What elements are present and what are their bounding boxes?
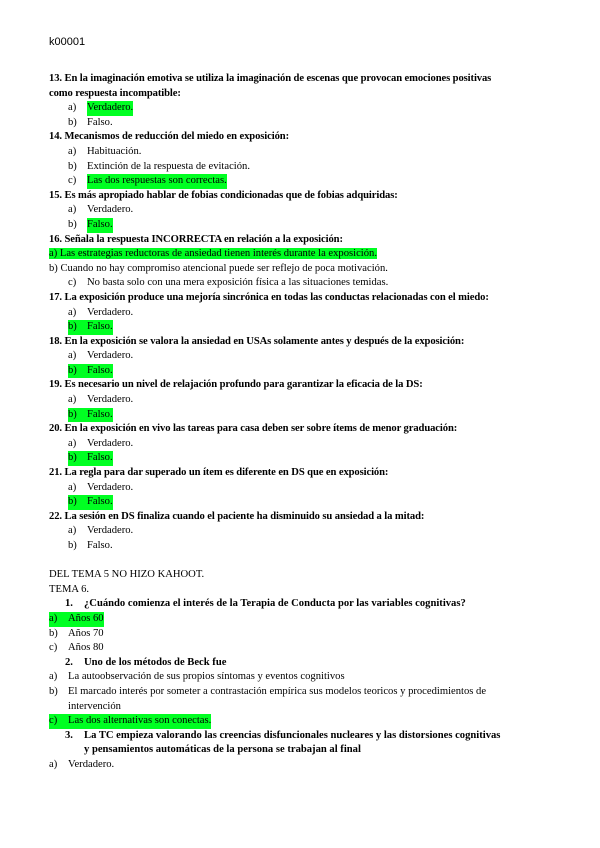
correct-answer-highlight: a) Las estrategias reductoras de ansiedad tienen interés durante la exposición. (49, 248, 377, 260)
q21-option-b: b) Falso. (49, 495, 559, 510)
tema6-q3-option-a: a) Verdadero. (49, 758, 115, 770)
tema6-question-3-title: 3. La TC empieza valorando las creencias disfuncionales nucleares y las distorsiones cognitivas y pensamientos automáticas de la persona se trabajan al final (65, 729, 501, 756)
q22-option-b: b) Falso. (68, 540, 113, 551)
q15-option-a: a) Verdadero. (68, 204, 134, 216)
question-18-title: 18. En la exposición se valora la ansiedad en USAs solamente antes y después de la exposición: (49, 335, 465, 347)
tema6-q2-option-c: c) Las dos alternativas son conectas. (49, 714, 559, 729)
correct-answer-highlight: Falso. (87, 451, 113, 466)
correct-answer-highlight: Falso. (87, 495, 113, 510)
correct-answer-highlight: Falso. (87, 320, 113, 335)
question-22-title: 22. La sesión en DS finaliza cuando el paciente ha disminuido su ansiedad a la mitad: (49, 510, 425, 522)
q14-option-a: a) Habituación. (68, 145, 142, 157)
correct-answer-highlight: Falso. (87, 218, 113, 233)
question-21-title: 21. La regla para dar superado un ítem es diferente en DS que en exposición: (49, 467, 389, 479)
q22-option-a: a) Verdadero. (68, 525, 134, 537)
correct-answer-highlight: Verdadero. (87, 101, 133, 116)
q14-option-b: b) Extinción de la respuesta de evitación. (68, 160, 250, 172)
q21-option-a: a) Verdadero. (68, 481, 134, 493)
tema6-question-2-title: 2. Uno de los métodos de Beck fue (65, 656, 227, 668)
q13-option-a: a) Verdadero. (49, 101, 559, 116)
q19-option-a: a) Verdadero. (68, 394, 134, 406)
correct-answer-highlight: Las dos respuestas son correctas. (87, 174, 227, 189)
tema6-heading: TEMA 6. (49, 583, 90, 595)
q16-option-c: c) No basta solo con una mera exposición física a las situaciones temidas. (68, 277, 389, 289)
tema6-q1-option-c: c) Años 80 (49, 642, 104, 654)
tema6-q2-option-b: b) El marcado interés por someter a contrastación empírica sus modelos teoricos y procedimientos de intervención (49, 685, 487, 712)
tema6-q1-option-b: b) Años 70 (49, 627, 104, 639)
q19-option-b: b) Falso. (49, 408, 559, 423)
q16-option-a (49, 247, 559, 262)
q20-option-a: a) Verdadero. (68, 437, 134, 449)
q15-option-b: b) Falso. (49, 218, 559, 233)
q17-option-a: a) Verdadero. (68, 306, 134, 318)
q13-option-b: b) Falso. (68, 116, 113, 128)
tema6-question-1-title: 1. ¿Cuándo comienza el interés de la Terapia de Conducta por las variables cognitivas? (65, 598, 466, 610)
page-id: k00001 (49, 36, 86, 48)
q20-option-b: b) Falso. (49, 451, 559, 466)
q18-option-a: a) Verdadero. (68, 350, 134, 362)
correct-answer-highlight: Años 60 (68, 612, 104, 627)
tema5-note: DEL TEMA 5 NO HIZO KAHOOT. (49, 569, 205, 581)
question-20-title: 20. En la exposición en vivo las tareas para casa deben ser sobre ítems de menor graduación: (49, 423, 458, 435)
question-16-title: 16. Señala la respuesta INCORRECTA en relación a la exposición: (49, 233, 343, 245)
question-19-title: 19. Es necesario un nivel de relajación profundo para garantizar la eficacia de la DS: (49, 379, 423, 391)
q16-option-b: b) Cuando no hay compromiso atencional puede ser reflejo de poca motivación. (49, 262, 388, 274)
tema6-q2-option-a: a) La autoobservación de sus propios síntomas y eventos cognitivos (49, 671, 345, 683)
question-17-title: 17. La exposición produce una mejoría sincrónica en todas las conductas relacionadas con el miedo: (49, 291, 489, 303)
question-14-title: 14. Mecanismos de reducción del miedo en exposición: (49, 131, 290, 143)
q18-option-b: b) Falso. (49, 364, 559, 379)
document-body (49, 72, 559, 773)
question-15-title: 15. Es más apropiado hablar de fobias condicionadas que de fobias adquiridas: (49, 189, 398, 201)
correct-answer-highlight: Falso. (87, 364, 113, 379)
question-13-title: 13. En la imaginación emotiva se utiliza la imaginación de escenas que provocan emociones positivas como respuesta incompatible: (49, 73, 492, 99)
tema6-q1-option-a: a) Años 60 (49, 612, 559, 627)
correct-answer-highlight: Las dos alternativas son conectas. (68, 714, 211, 729)
correct-answer-highlight: Falso. (87, 408, 113, 423)
q14-option-c: c) Las dos respuestas son correctas. (49, 174, 559, 189)
q17-option-b: b) Falso. (49, 320, 559, 335)
